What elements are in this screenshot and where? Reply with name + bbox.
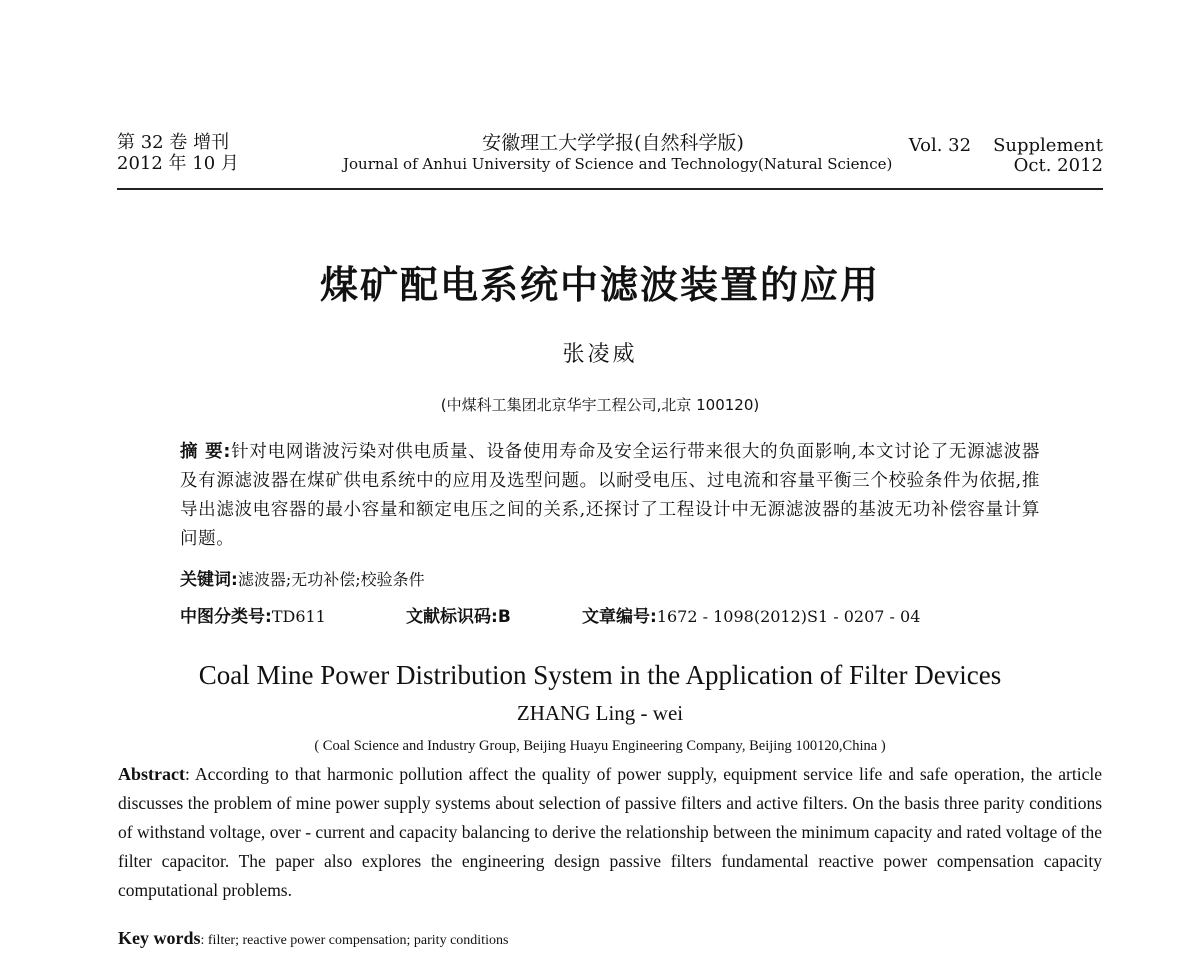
- journal-name-zh: 安徽理工大学学报(自然科学版): [482, 132, 744, 154]
- classification-line: [180, 604, 920, 630]
- header-rule: [117, 188, 1103, 190]
- issue-info-zh: [117, 132, 239, 174]
- document-code: 文献标识码:B: [406, 607, 511, 627]
- date-zh: 2012 年 10 月: [117, 153, 239, 174]
- supplement-en: Supplement: [993, 135, 1103, 156]
- paper-title-zh: 煤矿配电系统中滤波装置的应用: [319, 262, 880, 307]
- author-zh: 张凌威: [562, 342, 638, 367]
- journal-name: [343, 132, 893, 174]
- affiliation-en: ( Coal Science and Industry Group, Beijing Huayu Engineering Company, Beijing 100120,China ): [314, 738, 886, 754]
- keywords-zh: [180, 567, 425, 593]
- abstract-en: Abstract: According to that harmonic pollution affect the quality of power supply, equipment service life and safe operation, the article discusses the problem of mine power supply systems about selection of passive filters and active filters. On the basis three parity conditions of withstand voltage, over - current and capacity balancing to derive the relationship between the minimum capacity and rated voltage of the filter capacitor. The paper also explores the engineering design passive filters fundamental reactive power compensation capacity computational problems.: [118, 764, 1102, 900]
- author-en: ZHANG Ling - wei: [516, 701, 684, 725]
- affiliation-zh: (中煤科工集团北京华宇工程公司,北京 100120): [440, 396, 760, 414]
- keywords-en-text: filter; reactive power compensation; parity conditions: [207, 933, 509, 948]
- volume-en: Vol. 32: [908, 135, 972, 156]
- abstract-en-label: Abstract: [118, 764, 185, 784]
- clc-number: 中图分类号:TD611: [180, 607, 326, 627]
- keywords-en: Key words: filter; reactive power compensation; parity conditions: [118, 928, 509, 948]
- issue-info-en: [909, 136, 1103, 176]
- journal-name-en: Journal of Anhui University of Science and Technology(Natural Science): [343, 155, 893, 173]
- keywords-zh-label: 关键词:: [180, 570, 238, 590]
- date-en: Oct. 2012: [1013, 155, 1103, 176]
- article-number: 文章编号:1672 - 1098(2012)S1 - 0207 - 04: [582, 607, 921, 627]
- abstract-zh: [180, 438, 1040, 554]
- abstract-zh-label: 摘 要:: [180, 442, 231, 462]
- abstract-zh-text: 针对电网谐波污染对供电质量、设备使用寿命及安全运行带来很大的负面影响,本文讨论了无源滤波器及有源滤波器在煤矿供电系统中的应用及选型问题。以耐受电压、过电流和容量平衡三个校验条件为依据,推导出滤波电容器的最小容量和额定电压之间的关系,还探讨了工程设计中无源滤波器的基波无功补偿容量计算问题。: [180, 442, 1041, 549]
- abstract-en-text: According to that harmonic pollution affect the quality of power supply, equipment service life and safe operation, the article discusses the problem of mine power supply systems about selection of passive filters and active filters. On the basis three parity conditions of withstand voltage, over - current and capacity balancing to derive the relationship between the minimum capacity and rated voltage of the filter capacitor. The paper also explores the engineering design passive filters fundamental reactive power compensation capacity computational problems.: [118, 764, 1102, 900]
- volume-issue-zh: 第 32 卷 增刊: [117, 132, 230, 153]
- keywords-zh-text: 滤波器;无功补偿;校验条件: [237, 570, 425, 589]
- keywords-en-label: Key words: [118, 928, 201, 948]
- journal-header: [117, 128, 1103, 186]
- paper-title-en: Coal Mine Power Distribution System in the Application of Filter Devices: [198, 660, 1002, 690]
